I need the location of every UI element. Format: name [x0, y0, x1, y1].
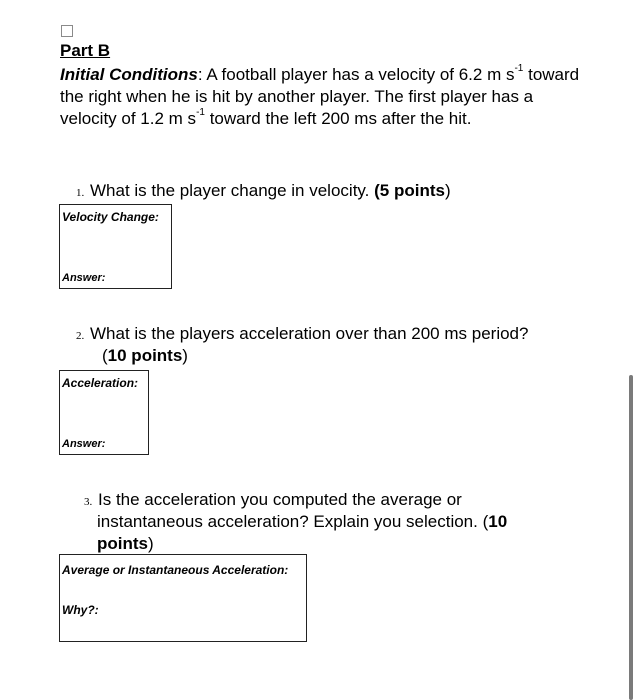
question-number: 2.: [76, 330, 85, 342]
vertical-scrollbar[interactable]: [629, 375, 633, 700]
question-3-line-2: instantaneous acceleration? Explain you selection. (10: [97, 512, 508, 531]
acceleration-box[interactable]: [59, 370, 149, 455]
question-3: 3. Is the acceleration you computed the average or: [84, 489, 462, 513]
box-label: Why?:: [62, 603, 99, 617]
box-label: Average or Instantaneous Acceleration:: [62, 563, 289, 577]
box-label: Answer:: [62, 272, 106, 284]
question-number: 3.: [84, 496, 93, 508]
average-or-instantaneous-box[interactable]: [59, 554, 307, 642]
box-label: Acceleration:: [62, 376, 139, 390]
box-label: Answer:: [62, 438, 106, 450]
velocity-change-box[interactable]: [59, 204, 172, 289]
question-1: 1. What is the player change in velocity. (5 points): [76, 180, 451, 204]
question-3-line-3: points): [97, 534, 154, 553]
question-2: 2. What is the players acceleration over than 200 ms period?: [76, 323, 528, 347]
box-label: Velocity Change:: [62, 210, 159, 224]
initial-conditions-paragraph: Initial Conditions: A football player has a velocity of 6.2 m $s^{-1}$ toward the right when he is hit by another player. The first player has a velocity of 1.2 m $s^{-1}$ toward the left 200 ms after the hit.: [60, 63, 580, 128]
question-2-points: (10 points): [102, 346, 188, 365]
checkbox-icon[interactable]: [61, 25, 73, 37]
question-number: 1.: [76, 187, 85, 199]
initial-conditions-label: Initial Conditions: [60, 65, 198, 84]
part-title: Part B: [60, 41, 111, 60]
